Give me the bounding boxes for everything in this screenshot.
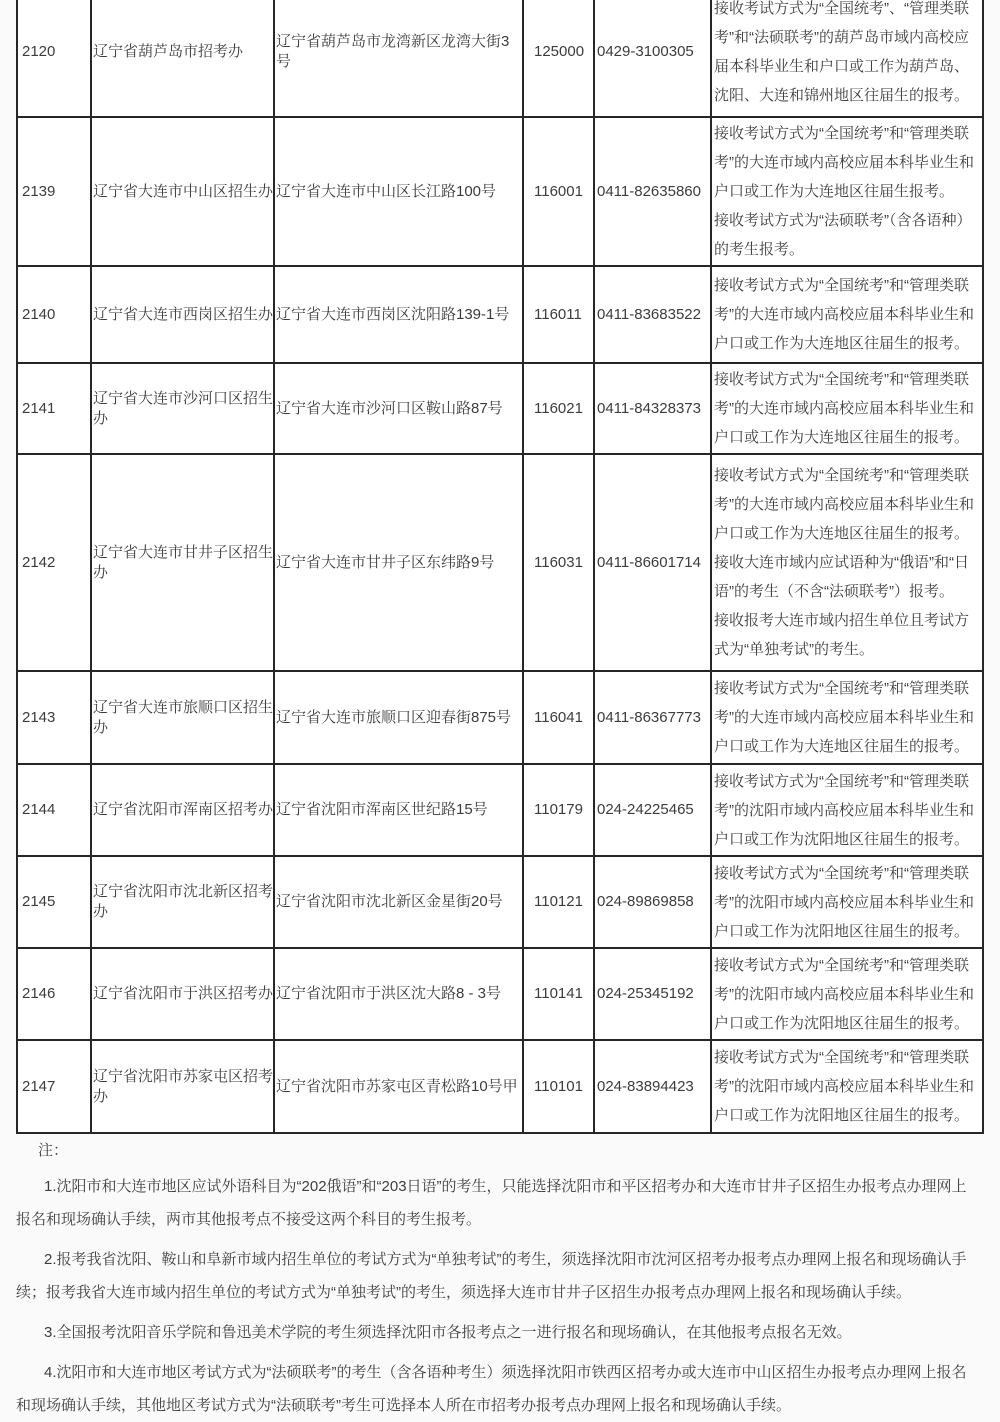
- cell-notes: [712, 364, 984, 453]
- cell-postal-code: 110101: [524, 1041, 595, 1132]
- cell-code: 2146: [18, 949, 92, 1039]
- table-row: [18, 949, 984, 1041]
- registration-table: [16, 0, 984, 1134]
- cell-postal-code: 110141: [524, 949, 595, 1039]
- cell-office-name: 辽宁省大连市中山区招生办: [92, 118, 275, 265]
- cell-address: 辽宁省沈阳市苏家屯区青松路10号甲: [275, 1041, 524, 1132]
- footnote-item: 1.沈阳市和大连市地区应试外语科目为“202俄语”和“203日语”的考生，只能选择沈阳市和平区招考办和大连市甘井子区招生办报考点办理网上报名和现场确认手续，两市其他报考点不接受这两个科目的考生报考。: [16, 1178, 967, 1228]
- table-row: [18, 267, 984, 364]
- cell-phone: 0411-82635860: [595, 118, 712, 265]
- cell-postal-code: 110121: [524, 857, 595, 947]
- cell-office-name: 辽宁省大连市沙河口区招生办: [92, 364, 275, 453]
- note-paragraph: 接收考试方式为“全国统考”和“管理类联考”的大连市域内高校应届本科毕业生和户口或工作为大连地区往届生的报考。: [714, 277, 974, 352]
- footnote-item: 3.全国报考沈阳音乐学院和鲁迅美术学院的考生须选择沈阳市各报考点之一进行报名和现场确认，在其他报考点报名无效。: [44, 1324, 852, 1341]
- cell-notes: [712, 949, 984, 1039]
- cell-postal-code: 116041: [524, 672, 595, 763]
- cell-code: 2120: [18, 0, 92, 116]
- footnote-item: 4.沈阳市和大连市地区考试方式为“法硕联考”的考生（含各语种考生）须选择沈阳市铁西区招考办或大连市中山区招生办报考点办理网上报名和现场确认手续，其他地区考试方式为“法硕联考”考生可选择本人所在市招考办报考点办理网上报名和现场确认手续。: [16, 1364, 967, 1414]
- cell-address: 辽宁省大连市西岗区沈阳路139-1号: [275, 267, 524, 362]
- cell-address: 辽宁省沈阳市浑南区世纪路15号: [275, 765, 524, 855]
- cell-address: 辽宁省大连市沙河口区鞍山路87号: [275, 364, 524, 453]
- cell-code: 2140: [18, 267, 92, 362]
- note-paragraph: 接收考试方式为“全国统考”和“管理类联考”的沈阳市域内高校应届本科毕业生和户口或工作为沈阳地区往届生的报考。: [714, 956, 974, 1032]
- cell-postal-code: 110179: [524, 765, 595, 855]
- note-paragraph: 接收考试方式为“全国统考”和“管理类联考”的大连市域内高校应届本科毕业生和户口或工作为大连地区往届生报考。: [714, 125, 974, 200]
- cell-notes: [712, 267, 984, 362]
- table-row: [18, 364, 984, 455]
- cell-phone: 0411-83683522: [595, 267, 712, 362]
- cell-address: 辽宁省葫芦岛市龙湾新区龙湾大街3号: [275, 0, 524, 116]
- cell-code: 2143: [18, 672, 92, 763]
- cell-code: 2141: [18, 364, 92, 453]
- cell-office-name: 辽宁省沈阳市沈北新区招考办: [92, 857, 275, 947]
- cell-office-name: 辽宁省大连市甘井子区招生办: [92, 455, 275, 670]
- cell-office-name: 辽宁省大连市旅顺口区招生办: [92, 672, 275, 763]
- note-paragraph: 接收考试方式为“法硕联考”（含各语种）的考生报考。: [714, 212, 972, 258]
- cell-postal-code: 116011: [524, 267, 595, 362]
- table-row: [18, 0, 984, 118]
- cell-address: 辽宁省沈阳市于洪区沈大路8 - 3号: [275, 949, 524, 1039]
- footnote-item: 2.报考我省沈阳、鞍山和阜新市域内招生单位的考试方式为“单独考试”的考生，须选择沈阳市沈河区招考办报考点办理网上报名和现场确认手续；报考我省大连市域内招生单位的考试方式为“单独考试”的考生，须选择大连市甘井子区招生办报考点办理网上报名和现场确认手续。: [16, 1251, 967, 1301]
- cell-address: 辽宁省大连市旅顺口区迎春街875号: [275, 672, 524, 763]
- note-paragraph: 接收考试方式为“全国统考”和“管理类联考”的沈阳市域内高校应届本科毕业生和户口或工作为沈阳地区往届生的报考。: [714, 864, 974, 940]
- note-paragraph: 接收考试方式为“全国统考”和“管理类联考”的大连市域内高校应届本科毕业生和户口或工作为大连地区往届生的报考。: [714, 467, 974, 542]
- cell-phone: 024-83894423: [595, 1041, 712, 1132]
- cell-address: 辽宁省大连市甘井子区东纬路9号: [275, 455, 524, 670]
- cell-notes: [712, 0, 984, 116]
- cell-phone: 024-25345192: [595, 949, 712, 1039]
- cell-phone: 024-24225465: [595, 765, 712, 855]
- cell-notes: [712, 672, 984, 763]
- cell-phone: 0429-3100305: [595, 0, 712, 116]
- cell-postal-code: 116001: [524, 118, 595, 265]
- cell-office-name: 辽宁省大连市西岗区招生办: [92, 267, 275, 362]
- cell-office-name: 辽宁省沈阳市苏家屯区招考办: [92, 1041, 275, 1132]
- note-paragraph: 接收考试方式为“全国统考”和“管理类联考”的大连市域内高校应届本科毕业生和户口或工作为大连地区往届生的报考。: [714, 371, 974, 446]
- cell-notes: [712, 765, 984, 855]
- note-paragraph: 接收大连市域内应试语种为“俄语”和“日语”的考生（不含“法硕联考”）报考。: [714, 554, 969, 600]
- cell-address: 辽宁省大连市中山区长江路100号: [275, 118, 524, 265]
- cell-address: 辽宁省沈阳市沈北新区金星街20号: [275, 857, 524, 947]
- notes-section: [16, 1139, 968, 1422]
- cell-phone: 024-89869858: [595, 857, 712, 947]
- cell-code: 2144: [18, 765, 92, 855]
- cell-phone: 0411-84328373: [595, 364, 712, 453]
- cell-office-name: 辽宁省沈阳市浑南区招考办: [92, 765, 275, 855]
- note-paragraph: 接收考试方式为“全国统考”和“管理类联考”的沈阳市域内高校应届本科毕业生和户口或工作为沈阳地区往届生的报考。: [714, 772, 974, 848]
- table-row: [18, 455, 984, 672]
- note-paragraph: 接收报考大连市域内招生单位且考试方式为“单独考试”的考生。: [714, 612, 970, 658]
- cell-office-name: 辽宁省葫芦岛市招考办: [92, 0, 275, 116]
- cell-phone: 0411-86601714: [595, 455, 712, 670]
- table-row: [18, 1041, 984, 1134]
- cell-code: 2142: [18, 455, 92, 670]
- notes-label: 注：: [38, 1142, 69, 1159]
- cell-postal-code: 116031: [524, 455, 595, 670]
- cell-code: 2147: [18, 1041, 92, 1132]
- cell-code: 2145: [18, 857, 92, 947]
- cell-office-name: 辽宁省沈阳市于洪区招考办: [92, 949, 275, 1039]
- cell-phone: 0411-86367773: [595, 672, 712, 763]
- cell-postal-code: 116021: [524, 364, 595, 453]
- note-paragraph: 接收考试方式为“全国统考”和“管理类联考”的沈阳市域内高校应届本科毕业生和户口或工作为沈阳地区往届生的报考。: [714, 1049, 974, 1124]
- cell-notes: [712, 857, 984, 947]
- table-row: [18, 672, 984, 765]
- note-paragraph: 接收考试方式为“全国统考”、“管理类联考”和“法硕联考”的葫芦岛市域内高校应届本科毕业生和户口或工作为葫芦岛、沈阳、大连和锦州地区往届生的报考。: [714, 0, 970, 104]
- cell-notes: [712, 118, 984, 265]
- table-row: [18, 118, 984, 267]
- footnote-list: [16, 1170, 968, 1422]
- table-row: [18, 765, 984, 857]
- cell-notes: [712, 1041, 984, 1132]
- note-paragraph: 接收考试方式为“全国统考”和“管理类联考”的大连市域内高校应届本科毕业生和户口或工作为大连地区往届生的报考。: [714, 680, 974, 755]
- table-row: [18, 857, 984, 949]
- cell-postal-code: 125000: [524, 0, 595, 116]
- cell-notes: [712, 455, 984, 670]
- cell-code: 2139: [18, 118, 92, 265]
